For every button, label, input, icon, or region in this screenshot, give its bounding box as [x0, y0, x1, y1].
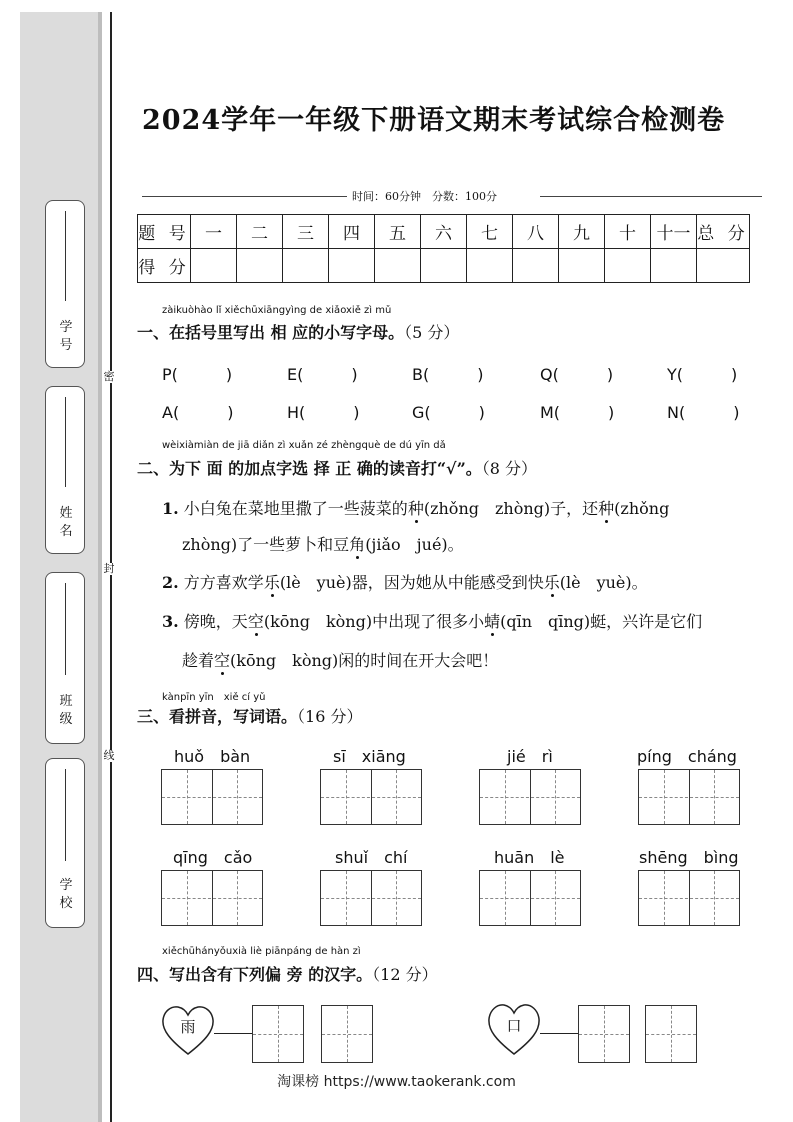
score-cell[interactable]: [467, 249, 513, 283]
score-cell[interactable]: [283, 249, 329, 283]
section2-title: [137, 456, 537, 479]
section-title-text: 二、为下 面 的加点字选 择 正 确的读音打“√”。: [137, 459, 482, 478]
score-cell[interactable]: [651, 249, 697, 283]
letter-blank[interactable]: E( ): [287, 365, 358, 384]
writing-grid[interactable]: [479, 870, 581, 926]
question-2-2: [162, 570, 648, 593]
score-cell[interactable]: [513, 249, 559, 283]
writing-grid[interactable]: [320, 870, 422, 926]
word-pinyin: huān lè: [494, 848, 565, 867]
question-2-1-line1: [162, 496, 669, 519]
score-cell[interactable]: [559, 249, 605, 283]
school-field[interactable]: [45, 758, 85, 928]
letter-blank[interactable]: Q( ): [540, 365, 614, 384]
letter-blank[interactable]: A( ): [162, 403, 234, 422]
pinyin-choice[interactable]: (lè yuè)。: [559, 573, 648, 592]
table-cell: 四: [329, 215, 375, 249]
word-pinyin: jié rì: [507, 747, 553, 766]
cut-mark-feng: 封: [103, 562, 115, 575]
pinyin-choice[interactable]: (lè yuè)器，因为她从中能感受到快: [279, 573, 544, 592]
section-title-text: 一、在括号里写出 相 应的小写字母。: [137, 323, 405, 342]
section3-pinyin: kànpīn yīn xiě cí yǔ: [162, 692, 266, 703]
score-row: [138, 249, 750, 283]
writing-box[interactable]: [252, 1005, 304, 1063]
field-line: [65, 397, 66, 487]
writing-grid[interactable]: [320, 769, 422, 825]
cut-mark-xian: 线: [103, 749, 115, 762]
table-cell: 二: [237, 215, 283, 249]
name-field[interactable]: [45, 386, 85, 554]
question-text: 趁着: [182, 651, 215, 670]
score-cell[interactable]: [329, 249, 375, 283]
table-cell: 十一: [651, 215, 697, 249]
letter-blank[interactable]: Y( ): [667, 365, 738, 384]
table-cell: 九: [559, 215, 605, 249]
question-2-3-line2: [182, 648, 498, 671]
pinyin-choice[interactable]: (zhǒng zhòng)子，还: [423, 499, 599, 518]
field-label: 学 校: [59, 878, 73, 911]
field-label: 姓 名: [59, 506, 73, 539]
divider-right: [540, 196, 762, 197]
footer-watermark: 淘课榜 https://www.taokerank.com: [277, 1074, 516, 1090]
question-text: 方方喜欢学: [183, 573, 264, 592]
connector-line: [540, 1033, 578, 1034]
cut-mark-mi: 密: [103, 370, 115, 383]
letter-blank[interactable]: G( ): [412, 403, 485, 422]
letter-blank[interactable]: B( ): [412, 365, 484, 384]
time-info: 时间：60分钟 分数：100分: [352, 190, 497, 203]
dotted-char: 角: [349, 535, 366, 554]
word-pinyin: píng cháng: [637, 747, 737, 766]
letter-blank[interactable]: N( ): [667, 403, 740, 422]
score-cell[interactable]: [375, 249, 421, 283]
question-number: 2.: [162, 573, 179, 592]
table-cell: 一: [191, 215, 237, 249]
section4-title: [137, 962, 438, 985]
student-id-field[interactable]: [45, 200, 85, 368]
field-label: 学 号: [59, 320, 73, 353]
section2-pinyin: wèixiàmiàn de jiā diǎn zì xuǎn zé zhèngquè de dú yīn dǎ: [162, 440, 446, 451]
field-label: 班 级: [59, 694, 73, 727]
word-pinyin: sī xiāng: [333, 747, 406, 766]
section-points: （12 分）: [372, 965, 438, 984]
binding-strip-edge: [98, 12, 102, 1122]
writing-grid[interactable]: [479, 769, 581, 825]
word-pinyin: huǒ bàn: [174, 747, 251, 766]
writing-box[interactable]: [321, 1005, 373, 1063]
field-line: [65, 211, 66, 301]
score-cell[interactable]: [697, 249, 750, 283]
writing-grid[interactable]: [161, 769, 263, 825]
time-info-bar: [142, 188, 762, 204]
dotted-char: 种: [407, 499, 424, 518]
table-cell: 八: [513, 215, 559, 249]
dotted-char: 乐: [543, 573, 560, 592]
dotted-char: 蜻: [484, 612, 501, 631]
letter-blank[interactable]: M( ): [540, 403, 615, 422]
table-cell: 三: [283, 215, 329, 249]
writing-box[interactable]: [578, 1005, 630, 1063]
score-header-row: [138, 215, 750, 249]
class-field[interactable]: [45, 572, 85, 744]
pinyin-choice[interactable]: zhòng)了一些萝卜和豆: [182, 535, 350, 554]
score-table: [137, 214, 750, 283]
score-cell[interactable]: [237, 249, 283, 283]
word-pinyin: qīng cǎo: [173, 848, 253, 867]
writing-box[interactable]: [645, 1005, 697, 1063]
section3-title: [137, 704, 362, 727]
section1-title: [137, 320, 459, 343]
dotted-char: 空: [214, 651, 231, 670]
section-title-text: 四、写出含有下列偏 旁 的汉字。: [137, 965, 373, 984]
question-2-1-line2: [182, 532, 464, 555]
table-cell: 题 号: [138, 215, 191, 249]
score-cell[interactable]: [605, 249, 651, 283]
table-cell: 得 分: [138, 249, 191, 283]
letter-blank[interactable]: P( ): [162, 365, 233, 384]
table-cell: 六: [421, 215, 467, 249]
word-pinyin: shuǐ chí: [335, 848, 408, 867]
writing-grid[interactable]: [161, 870, 263, 926]
word-pinyin: shēng bìng: [639, 848, 739, 867]
question-text: 小白兔在菜地里撒了一些菠菜的: [183, 499, 408, 518]
question-text: 傍晚，天: [183, 612, 248, 631]
field-line: [65, 769, 66, 861]
radical-char: 雨: [180, 1018, 196, 1036]
section-points: （8 分）: [481, 459, 538, 478]
pinyin-choice[interactable]: (jiǎo jué)。: [365, 535, 464, 554]
question-number: 1.: [162, 499, 179, 518]
score-cell[interactable]: [191, 249, 237, 283]
pinyin-choice[interactable]: (kōng kòng)闲的时间在开大会吧！: [230, 651, 499, 670]
section-points: （16 分）: [297, 707, 363, 726]
section4-pinyin: xiěchūhányǒuxià liè piānpáng de hàn zì: [162, 946, 361, 957]
question-2-3-line1: [162, 609, 702, 632]
section1-pinyin: zàikuòhào lǐ xiěchūxiāngyìng de xiǎoxiě zì mǔ: [162, 305, 392, 316]
connector-line: [214, 1033, 252, 1034]
letter-blank[interactable]: H( ): [287, 403, 360, 422]
table-cell: 五: [375, 215, 421, 249]
table-cell: 总 分: [697, 215, 750, 249]
table-cell: 七: [467, 215, 513, 249]
dotted-char: 种: [598, 499, 615, 518]
radical-char: 口: [506, 1017, 522, 1035]
table-cell: 十: [605, 215, 651, 249]
question-number: 3.: [162, 612, 179, 631]
score-cell[interactable]: [421, 249, 467, 283]
binding-strip: [20, 12, 98, 1122]
writing-grid[interactable]: [638, 769, 740, 825]
section-points: （5 分）: [404, 323, 460, 342]
pinyin-choice[interactable]: (qīn qīng)蜓，兴许是它们: [500, 612, 703, 631]
dotted-char: 空: [247, 612, 264, 631]
pinyin-choice[interactable]: (zhǒng: [614, 499, 670, 518]
pinyin-choice[interactable]: (kōng kòng)中出现了很多小: [263, 612, 485, 631]
section-title-text: 三、看拼音，写词语。: [137, 707, 298, 726]
writing-grid[interactable]: [638, 870, 740, 926]
divider-left: [142, 196, 347, 197]
dotted-char: 乐: [263, 573, 280, 592]
field-line: [65, 583, 66, 675]
page-title: 2024学年一年级下册语文期末考试综合检测卷: [142, 105, 726, 136]
